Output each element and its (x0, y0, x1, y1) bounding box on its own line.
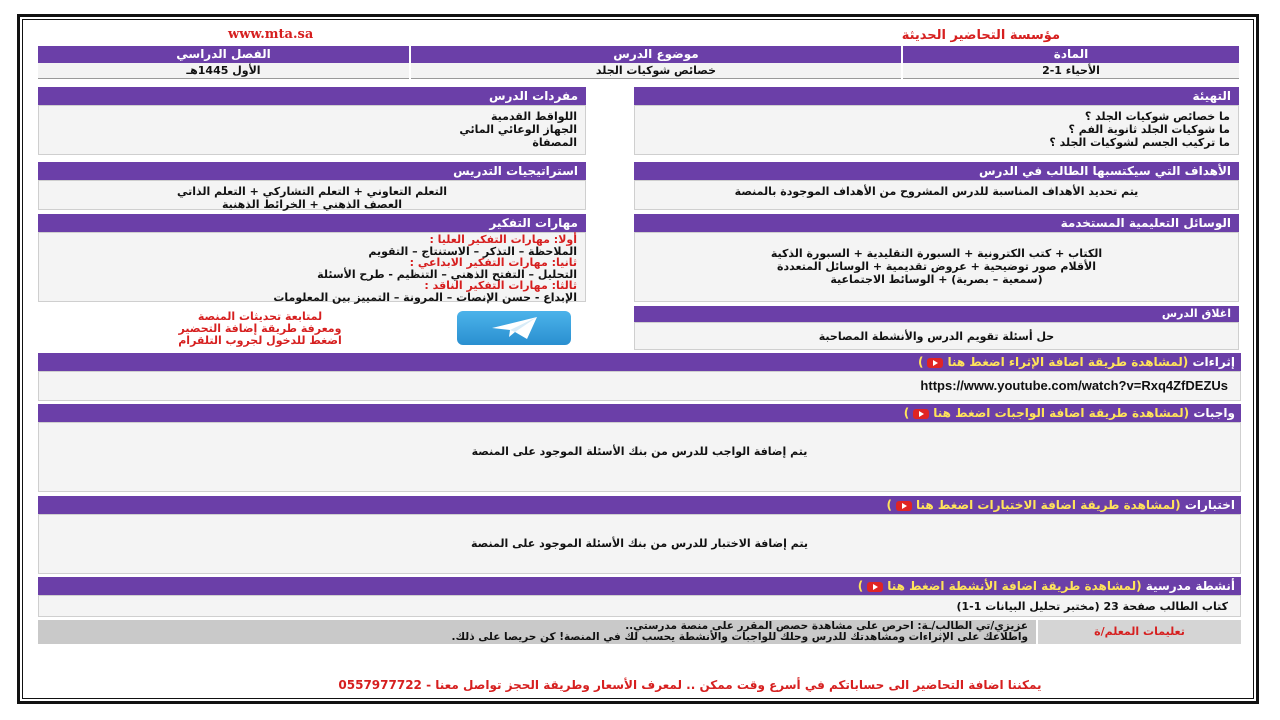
objectives-title: الأهداف التي سيكتسبها الطالب في الدرس (634, 162, 1239, 180)
subject-value: الأحياء 1-2 (903, 63, 1239, 79)
teacher-notes-line: واطلاعك على الإثراءات ومشاهدتك للدرس وحلك للواجبات والأنشطة يحسب لك في المنصة! كن حريصا على ذلك. (451, 631, 1028, 643)
topic-label: موضوع الدرس (411, 46, 901, 63)
warmup-body (634, 105, 1239, 155)
brand-name: مؤسسة التحاضير الحديثة (901, 28, 1060, 43)
homework-label: واجبات (1193, 406, 1235, 420)
warmup-line: ما خصائص شوكيات الجلد ؟ (1084, 110, 1230, 123)
homework-hint: (لمشاهدة طريقة اضافة الواجبات اضغط هنا (933, 406, 1190, 420)
homework-text: يتم إضافة الواجب للدرس من بنك الأسئلة الموجود على المنصة (471, 445, 808, 458)
telegram-button[interactable] (457, 311, 571, 345)
vocab-line: المصفاة (532, 136, 577, 149)
youtube-icon[interactable] (913, 409, 929, 419)
telegram-line: ومعرفة طريقة إضافة التحضير (178, 322, 342, 335)
teacher-notes-body (38, 620, 1036, 644)
thinking-line: الملاحظة – التذكر – الاستنتاج – التقويم (368, 244, 577, 258)
telegram-icon (457, 311, 571, 345)
tools-title: الوسائل التعليمية المستخدمة (634, 214, 1239, 232)
telegram-line: لمتابعة تحديثات المنصة (197, 310, 323, 323)
objectives-text: يتم تحديد الأهداف المناسبة للدرس المشروح من الأهداف الموجودة بالمنصة (634, 180, 1239, 210)
thinking-line: التحليل – التفتح الذهني – التنظيم - طرح الأسئلة (317, 267, 577, 281)
tests-panel (38, 514, 1241, 574)
enrichment-bar[interactable]: إثراءات (لمشاهدة طريقة اضافة الإثراء اضغط هنا) (38, 353, 1241, 371)
telegram-line: اضغط للدخول لجروب التلقرام (178, 334, 342, 347)
activities-bar[interactable]: أنشطة مدرسية (لمشاهدة طريقة اضافة الأنشطة اضغط هنا) (38, 577, 1241, 595)
telegram-text[interactable] (140, 311, 380, 347)
site-link[interactable]: www.mta.sa (228, 27, 314, 42)
footer-contact[interactable]: يمكننا اضافة التحاضير الى حساباتكم في أسرع وقت ممكن .. لمعرف الأسعار وطريقة الحجز تواصل معنا - 0557977722 (338, 678, 1042, 692)
enrichment-panel (38, 371, 1241, 401)
tests-hint: (لمشاهدة طريقة اضافة الاختبارات اضغط هنا (916, 498, 1181, 512)
teacher-notes-label: تعليمات المعلم/ة (1038, 620, 1241, 644)
warmup-title: التهيئة (634, 87, 1239, 105)
tools-line: (سمعية – بصرية) + الوسائط الاجتماعية (830, 273, 1043, 286)
tests-bar[interactable]: اختبارات (لمشاهدة طريقة اضافة الاختبارات اضغط هنا) (38, 496, 1241, 514)
youtube-icon[interactable] (927, 358, 943, 368)
enrichment-hint: (لمشاهدة طريقة اضافة الإثراء اضغط هنا (947, 355, 1189, 369)
thinking-line: الإبداع - حسن الإنصات – المرونة – التمييز بين المعلومات (273, 290, 577, 304)
vocab-line: اللواقط القدمية (490, 110, 577, 123)
vocab-body (38, 105, 586, 155)
strategies-line: التعلم التعاوني + التعلم التشاركي + التعلم الذاتي (176, 185, 448, 198)
enrichment-url[interactable]: https://www.youtube.com/watch?v=Rxq4ZfDEZUs (920, 378, 1228, 393)
term-value: الأول 1445هـ (38, 63, 409, 79)
thinking-heading: ثانيا: مهارات التفكير الابداعي : (409, 256, 577, 269)
tools-body (634, 232, 1239, 302)
tests-text: يتم إضافة الاختبار للدرس من بنك الأسئلة الموجود على المنصة (471, 537, 808, 550)
homework-bar[interactable]: واجبات (لمشاهدة طريقة اضافة الواجبات اضغط هنا) (38, 404, 1241, 422)
tools-line: الكتاب + كتب الكترونية + السبورة التقليدية + السبورة الذكية (770, 247, 1103, 260)
activities-hint: (لمشاهدة طريقة اضافة الأنشطة اضغط هنا (887, 579, 1142, 593)
thinking-title: مهارات التفكير (38, 214, 586, 232)
tools-line: الأقلام صور توضيحية + عروض تقديمية + الوسائل المتعددة (777, 260, 1096, 273)
activities-text: كتاب الطالب صفحة 23 (مختبر تحليل البيانات 1-1) (956, 600, 1228, 613)
closing-title: اغلاق الدرس (634, 306, 1239, 322)
activities-panel (38, 595, 1241, 617)
thinking-body (38, 232, 586, 302)
vocab-title: مفردات الدرس (38, 87, 586, 105)
activities-label: أنشطة مدرسية (1145, 579, 1235, 593)
homework-panel (38, 422, 1241, 492)
term-label: الفصل الدراسي (38, 46, 409, 63)
closing-text: حل أسئلة تقويم الدرس والأنشطة المصاحبة (634, 322, 1239, 350)
vocab-line: الجهاز الوعائي المائي (459, 123, 577, 136)
thinking-heading: أولا: مهارات التفكير العليا : (429, 233, 577, 246)
enrichment-label: إثراءات (1192, 355, 1235, 369)
thinking-heading: ثالثا: مهارات التفكير الناقد : (424, 279, 577, 292)
strategies-body (38, 180, 586, 210)
tests-label: اختبارات (1184, 498, 1235, 512)
subject-label: المادة (903, 46, 1239, 63)
strategies-title: استراتيجيات التدريس (38, 162, 586, 180)
warmup-line: ما تركيب الجسم لشوكيات الجلد ؟ (1049, 136, 1230, 149)
youtube-icon[interactable] (867, 582, 883, 592)
youtube-icon[interactable] (896, 501, 912, 511)
strategies-line: العصف الذهني + الخرائط الذهنية (222, 198, 402, 211)
warmup-line: ما شوكيات الجلد ثانوية الفم ؟ (1068, 123, 1230, 136)
topic-value: خصائص شوكيات الجلد (411, 63, 901, 79)
teacher-notes-line: عزيزي/تي الطالب/ـة: احرص على مشاهدة حصص المقرر على منصة مدرستي.. (625, 620, 1028, 632)
